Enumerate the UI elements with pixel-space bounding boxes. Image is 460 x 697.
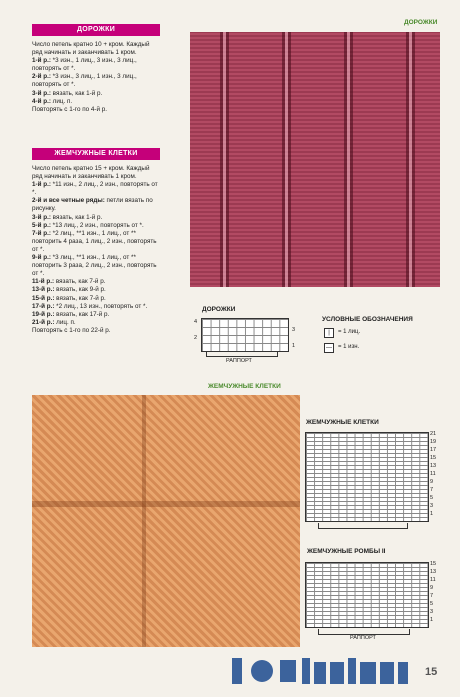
chart2-row-numbers: [430, 431, 444, 521]
legend-knit-text: = 1 изн.: [338, 344, 360, 350]
chart1-row-3: 3: [292, 327, 296, 333]
instruction-line: [32, 106, 160, 114]
row-text: *11 изн., 2 лиц., 2 изн., повторять от *.: [32, 181, 158, 197]
chart1-title: ДОРОЖКИ: [202, 306, 236, 313]
row-text: вязать, как 17-й р.: [54, 310, 110, 318]
instruction-line: [32, 295, 160, 303]
swatch2-label: ЖЕМЧУЖНЫЕ КЛЕТКИ: [208, 383, 281, 390]
row-label: 7-й р.:: [32, 229, 51, 237]
chart1-row-1: 1: [292, 343, 296, 349]
instruction-line: [32, 254, 160, 278]
chart1-grid: [201, 318, 289, 352]
chart1-rapport-label: РАППОРТ: [226, 358, 252, 364]
row-number: 17: [430, 447, 437, 453]
chart2-grid: [305, 432, 429, 522]
section1-instructions: [32, 41, 160, 114]
row-label: 1-й р.:: [32, 181, 51, 189]
row-label: 2-й и все четные ряды:: [32, 197, 105, 205]
chart3-title: ЖЕМЧУЖНЫЕ РОМБЫ II: [307, 548, 386, 555]
row-text: Число петель кратно 15 + кром. Каждый ряд начинать и заканчивать 1 кром.: [32, 165, 150, 181]
instruction-line: [32, 73, 160, 89]
chart3-grid: [305, 562, 429, 628]
row-text: *3 изн., 1 лиц., 3 изн., 3 лиц., повторять от *.: [32, 57, 137, 73]
row-text: Число петель кратно 10 + кром. Каждый ряд начинать и заканчивать 1 кром.: [32, 41, 150, 57]
section2-instructions: [32, 165, 160, 335]
legend-title: УСЛОВНЫЕ ОБОЗНАЧЕНИЯ: [322, 316, 413, 323]
instruction-line: [32, 90, 160, 98]
knit-symbol-icon: —: [326, 345, 332, 351]
row-number: 5: [430, 495, 434, 501]
instruction-line: [32, 327, 160, 335]
row-text: Повторять с 1-го по 22-й р.: [32, 326, 111, 334]
swatch2-photo: [32, 395, 300, 647]
chart1-row-2: 2: [194, 335, 198, 341]
row-text: вязать, как 1-й р.: [50, 89, 103, 97]
instruction-line: [32, 230, 160, 254]
row-label: 17-й р.:: [32, 302, 55, 310]
watermark-icon: [0, 650, 460, 692]
instruction-line: [32, 98, 160, 106]
page-number: 15: [425, 666, 438, 678]
row-text: петли вязать по рисунку.: [32, 197, 153, 213]
row-text: *2 лиц., 13 изн., повторять от *.: [54, 302, 148, 310]
row-number: 9: [430, 479, 434, 485]
instruction-line: [32, 165, 160, 181]
chart3-row-numbers: [430, 561, 444, 627]
instruction-line: [32, 181, 160, 197]
instruction-line: [32, 57, 160, 73]
row-number: 13: [430, 463, 437, 469]
swatch1-label: ДОРОЖКИ: [404, 19, 438, 26]
section-title-dorozhki: ДОРОЖКИ: [32, 24, 160, 36]
row-text: *3 изн., 3 лиц., 1 изн., 3 лиц., повторять от *.: [32, 73, 137, 89]
row-label: 9-й р.:: [32, 254, 51, 262]
row-number: 15: [430, 455, 437, 461]
row-label: 11-й р.:: [32, 278, 55, 286]
instruction-line: [32, 197, 160, 213]
row-label: 15-й р.:: [32, 294, 55, 302]
instruction-line: [32, 222, 160, 230]
row-number: 1: [430, 617, 434, 623]
chart1-rapport-bracket: [206, 351, 278, 357]
row-text: Повторять с 1-го по 4-й р.: [32, 105, 107, 113]
row-label: 13-й р.:: [32, 286, 55, 294]
row-label: 3-й р.:: [32, 89, 51, 97]
row-number: 5: [430, 601, 434, 607]
row-text: вязать, как 9-й р.: [54, 286, 106, 294]
row-label: 5-й р.:: [32, 221, 51, 229]
instruction-line: [32, 311, 160, 319]
row-text: лиц. п.: [50, 97, 73, 105]
row-text: *2 лиц., **1 изн., 1 лиц., от ** повторить 4 раза, 1 лиц., 2 изн., повторять от *.: [32, 229, 157, 253]
legend-purl-text: = 1 лиц.: [338, 329, 361, 335]
instruction-line: [32, 41, 160, 57]
chart2-rapport-bracket: [318, 523, 408, 529]
section-title-zhemchuzhnye: ЖЕМЧУЖНЫЕ КЛЕТКИ: [32, 148, 160, 160]
instruction-line: [32, 319, 160, 327]
row-label: 21-й р.:: [32, 318, 55, 326]
instruction-line: [32, 214, 160, 222]
footer-watermark-band: [0, 650, 460, 692]
row-label: 3-й р.:: [32, 213, 51, 221]
instruction-line: [32, 303, 160, 311]
row-number: 1: [430, 511, 434, 517]
row-label: 4-й р.:: [32, 97, 51, 105]
row-number: 3: [430, 503, 434, 509]
row-label: 1-й р.:: [32, 57, 51, 65]
chart2-title: ЖЕМЧУЖНЫЕ КЛЕТКИ: [306, 419, 379, 426]
row-text: лиц. п.: [54, 318, 76, 326]
swatch1-photo: [190, 32, 440, 287]
row-number: 21: [430, 431, 437, 437]
row-number: 9: [430, 585, 434, 591]
row-label: 19-й р.:: [32, 310, 55, 318]
row-number: 11: [430, 471, 436, 477]
row-text: вязать, как 7-й р.: [54, 294, 106, 302]
row-number: 13: [430, 569, 437, 575]
row-text: *3 лиц., **1 изн., 1 лиц., от ** повторить 3 раза, 2 лиц., 2 изн., повторять от *.: [32, 254, 157, 278]
purl-symbol-icon: |: [324, 328, 334, 338]
row-number: 7: [430, 593, 434, 599]
chart1-row-4: 4: [194, 319, 198, 325]
row-text: вязать, как 1-й р.: [50, 213, 103, 221]
row-text: *13 лиц., 2 изн., повторять от *.: [50, 221, 144, 229]
row-label: 2-й р.:: [32, 73, 51, 81]
row-number: 11: [430, 577, 436, 583]
row-number: 19: [430, 439, 437, 445]
row-number: 7: [430, 487, 434, 493]
row-number: 15: [430, 561, 437, 567]
row-number: 3: [430, 609, 434, 615]
row-text: вязать, как 7-й р.: [54, 278, 106, 286]
instruction-line: [32, 286, 160, 294]
chart3-rapport-label: РАППОРТ: [350, 635, 376, 641]
